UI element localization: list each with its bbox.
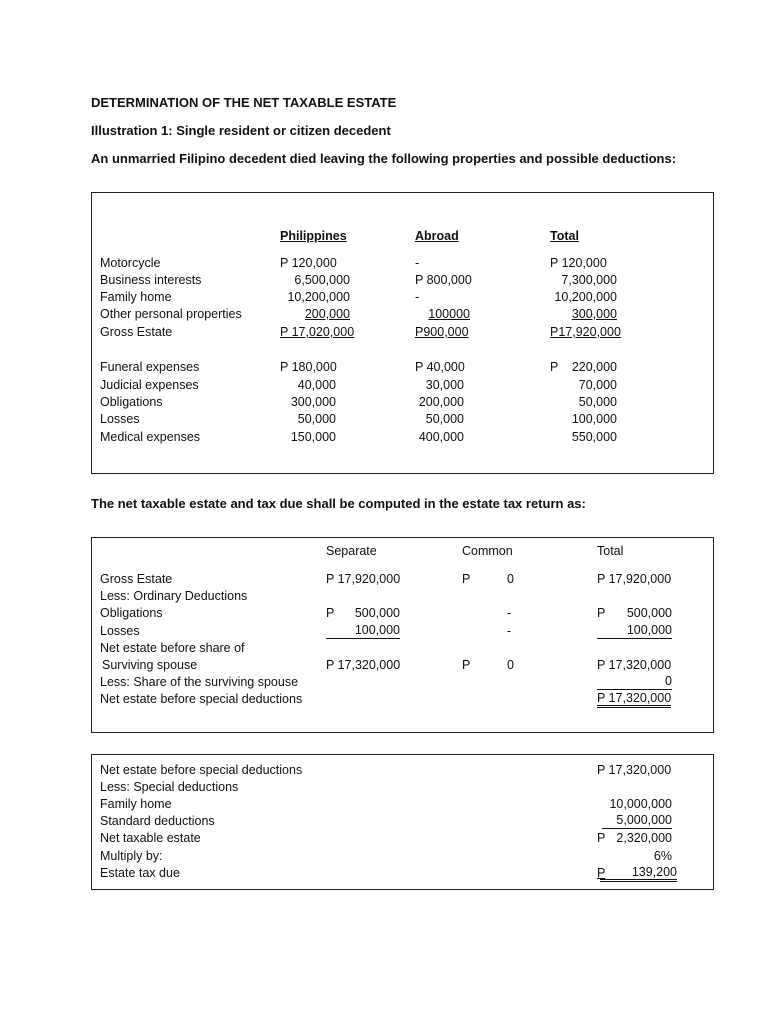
table-row-label: Gross Estate: [100, 325, 173, 339]
cell-val: 5,000,000: [602, 813, 672, 829]
cell-ab: 30,000: [425, 378, 464, 392]
table-row-label: Net estate before special deductions: [100, 763, 303, 777]
page-title: DETERMINATION OF THE NET TAXABLE ESTATE: [91, 95, 397, 110]
table-row-label: Business interests: [100, 273, 202, 287]
illustration-title: Illustration 1: Single resident or citizen decedent: [91, 123, 391, 138]
cell-tot: P 17,920,000: [597, 572, 672, 586]
col-header-common: Common: [462, 544, 513, 558]
cell-com: -: [507, 606, 512, 620]
cell-ab: 100000: [428, 307, 470, 321]
cell-ab: P 800,000: [415, 273, 472, 287]
cell-ph: P 17,020,000: [280, 325, 355, 339]
table-row-label: Less: Share of the surviving spouse: [100, 675, 299, 689]
table-row-label: Obligations: [100, 606, 163, 620]
cell-sep-currency: P: [326, 606, 335, 620]
table-row-label: Estate tax due: [100, 866, 180, 880]
col-header-philippines: Philippines: [280, 229, 347, 243]
table-row-label: Net taxable estate: [100, 831, 201, 845]
table-row-label: Less: Ordinary Deductions: [100, 589, 248, 603]
cell-ph: 40,000: [297, 378, 336, 392]
cell-tot-currency: P: [597, 606, 606, 620]
table-row-label: Standard deductions: [100, 814, 215, 828]
cell-ab: 200,000: [418, 395, 464, 409]
cell-tot: 550,000: [571, 430, 617, 444]
cell-val: 2,320,000: [616, 831, 672, 845]
cell-ab: 50,000: [425, 412, 464, 426]
table-row-label: Losses: [100, 624, 140, 638]
cell-tot: 220,000: [571, 360, 617, 374]
cell-tot: P 17,320,000: [597, 658, 672, 672]
cell-com-currency: P: [462, 658, 471, 672]
cell-ph: 6,500,000: [294, 273, 350, 287]
cell-ab: 400,000: [418, 430, 464, 444]
col-header-total: Total: [550, 229, 579, 243]
col-header-abroad: Abroad: [415, 229, 459, 243]
table-row-label: Obligations: [100, 395, 163, 409]
cell-ph: P 120,000: [280, 256, 337, 270]
table-row-label: Funeral expenses: [100, 360, 200, 374]
cell-tot: 0: [597, 674, 672, 690]
cell-ph: P 180,000: [280, 360, 337, 374]
cell-tot: 7,300,000: [561, 273, 617, 287]
cell-tot: P17,920,000: [550, 325, 621, 339]
cell-tot: 50,000: [578, 395, 617, 409]
cell-ph: 200,000: [304, 307, 350, 321]
table-row-label: Multiply by:: [100, 849, 163, 863]
cell-tot: 100,000: [597, 623, 672, 639]
cell-com-currency: P: [462, 572, 471, 586]
table-row-label: Losses: [100, 412, 140, 426]
cell-sep: 100,000: [326, 623, 400, 639]
cell-val-currency: P: [597, 831, 606, 845]
col-header-total: Total: [597, 544, 624, 558]
cell-tot: P 17,320,000: [597, 691, 671, 708]
cell-sep: P 17,320,000: [326, 658, 401, 672]
cell-tot-currency: P: [550, 360, 559, 374]
cell-com: 0: [507, 658, 514, 672]
cell-ab: P900,000: [415, 325, 469, 339]
table-row-label: Medical expenses: [100, 430, 201, 444]
table-row-label: Motorcycle: [100, 256, 161, 270]
cell-sep: P 17,920,000: [326, 572, 401, 586]
table-row-label: Family home: [100, 290, 172, 304]
cell-sep: 500,000: [354, 606, 400, 620]
table-row-label: Less: Special deductions: [100, 780, 239, 794]
cell-tot: 100,000: [571, 412, 617, 426]
table-row-label: Net estate before special deductions: [100, 692, 303, 706]
table-row-label: Net estate before share of: [100, 641, 245, 655]
cell-ph: 50,000: [297, 412, 336, 426]
cell-val: 6%: [653, 849, 672, 863]
cell-val-currency: P: [597, 866, 606, 880]
cell-val: 10,000,000: [609, 797, 672, 811]
table-row-label: Other personal properties: [100, 307, 242, 321]
intro-text: An unmarried Filipino decedent died leaving the following properties and possible deductions:: [91, 151, 677, 166]
cell-tot: P 120,000: [550, 256, 607, 270]
cell-com: -: [507, 624, 512, 638]
cell-tot: 70,000: [578, 378, 617, 392]
cell-val: P 17,320,000: [597, 763, 672, 777]
cell-ab: -: [415, 290, 420, 304]
cell-tot: 500,000: [626, 606, 672, 620]
cell-ab: P 40,000: [415, 360, 465, 374]
cell-tot: 300,000: [571, 307, 617, 321]
computation-intro: The net taxable estate and tax due shall be computed in the estate tax return as:: [91, 496, 586, 511]
cell-ph: 150,000: [290, 430, 336, 444]
cell-ph: 300,000: [290, 395, 336, 409]
cell-ph: 10,200,000: [287, 290, 350, 304]
table-row-label: Judicial expenses: [100, 378, 199, 392]
cell-com: 0: [507, 572, 514, 586]
table-row-label: Gross Estate: [100, 572, 173, 586]
cell-tot: 10,200,000: [554, 290, 617, 304]
table-row-label: Surviving spouse: [102, 658, 198, 672]
table-row-label: Family home: [100, 797, 172, 811]
cell-val: 139,200: [600, 865, 677, 882]
col-header-separate: Separate: [326, 544, 377, 558]
cell-ab: -: [415, 256, 420, 270]
